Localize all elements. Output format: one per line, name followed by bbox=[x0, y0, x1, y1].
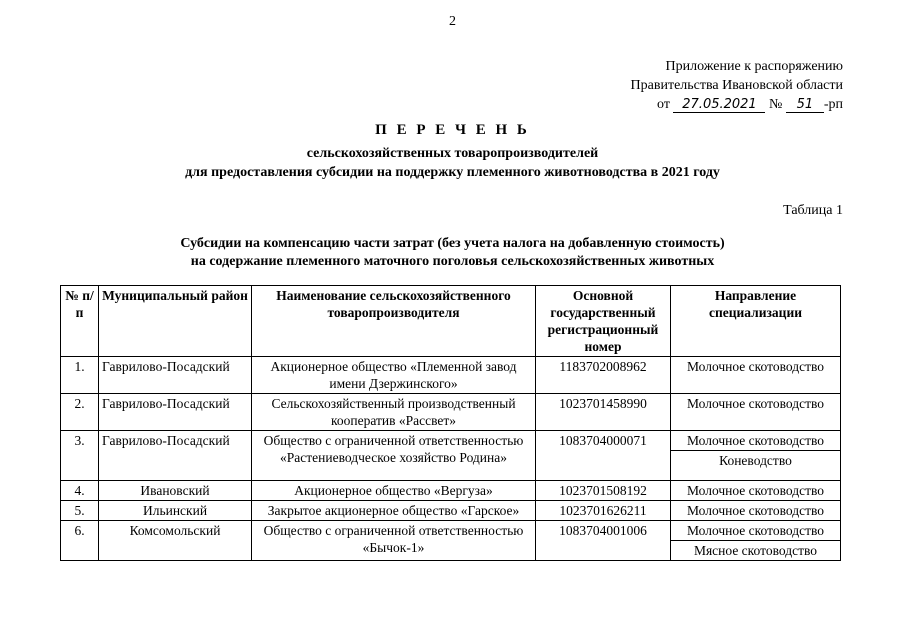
cell-name: Общество с ограниченной ответственностью «Растениеводческое хозяйство Родина» bbox=[252, 431, 536, 481]
table-header-row bbox=[61, 286, 841, 357]
cell-district: Ильинский bbox=[99, 501, 252, 521]
cell-ogrn: 1083704000071 bbox=[536, 431, 671, 481]
cell-ogrn: 1183702008962 bbox=[536, 357, 671, 394]
table-row bbox=[61, 431, 841, 451]
document-subtitle-2: для предоставления субсидии на поддержку племенного животноводства в 2021 году bbox=[185, 165, 720, 180]
order-number-handwritten: 51 bbox=[786, 97, 824, 113]
cell-district: Комсомольский bbox=[99, 521, 252, 561]
number-suffix: -рп bbox=[823, 97, 843, 112]
col-header-num: № п/п bbox=[61, 286, 99, 357]
cell-direction: Коневодство bbox=[671, 451, 841, 481]
cell-district: Гаврилово-Посадский bbox=[99, 431, 252, 481]
cell-ogrn: 1083704001006 bbox=[536, 521, 671, 561]
producers-table bbox=[60, 285, 841, 561]
table-heading-1: Субсидии на компенсацию части затрат (без учета налога на добавленную стоимость) bbox=[180, 236, 725, 251]
cell-num: 3. bbox=[61, 431, 99, 481]
cell-num: 2. bbox=[61, 394, 99, 431]
table-row bbox=[61, 501, 841, 521]
col-header-name: Наименование сельскохозяйственного товаропроизводителя bbox=[252, 286, 536, 357]
col-header-ogrn: Основной государственный регистрационный номер bbox=[536, 286, 671, 357]
table-row bbox=[61, 481, 841, 501]
cell-name: Акционерное общество «Племенной завод имени Дзержинского» bbox=[252, 357, 536, 394]
cell-num: 5. bbox=[61, 501, 99, 521]
cell-district: Гаврилово-Посадский bbox=[99, 394, 252, 431]
col-header-district: Муниципальный район bbox=[99, 286, 252, 357]
table-label: Таблица 1 bbox=[783, 203, 843, 218]
cell-direction: Молочное скотоводство bbox=[671, 431, 841, 451]
table-row bbox=[61, 394, 841, 431]
table-heading-2: на содержание племенного маточного поголовья сельскохозяйственных животных bbox=[190, 254, 715, 269]
document-subtitle-1: сельскохозяйственных товаропроизводителей bbox=[306, 146, 599, 161]
order-date-handwritten: 27.05.2021 bbox=[673, 97, 765, 113]
cell-direction: Мясное скотоводство bbox=[671, 541, 841, 561]
cell-direction: Молочное скотоводство bbox=[671, 357, 841, 394]
document-title: П Е Р Е Ч Е Н Ь bbox=[375, 122, 530, 138]
cell-num: 1. bbox=[61, 357, 99, 394]
appendix-line1: Приложение к распоряжению bbox=[665, 59, 843, 74]
cell-direction: Молочное скотоводство bbox=[671, 394, 841, 431]
cell-name: Общество с ограниченной ответственностью «Бычок-1» bbox=[252, 521, 536, 561]
cell-ogrn: 1023701508192 bbox=[536, 481, 671, 501]
table-row bbox=[61, 521, 841, 541]
cell-direction: Молочное скотоводство bbox=[671, 501, 841, 521]
appendix-date-number-line bbox=[657, 95, 843, 114]
cell-num: 6. bbox=[61, 521, 99, 561]
cell-ogrn: 1023701458990 bbox=[536, 394, 671, 431]
number-sign: № bbox=[768, 97, 783, 112]
appendix-line2: Правительства Ивановской области bbox=[630, 78, 843, 93]
cell-district: Гаврилово-Посадский bbox=[99, 357, 252, 394]
cell-district: Ивановский bbox=[99, 481, 252, 501]
cell-name: Сельскохозяйственный производственный кооператив «Рассвет» bbox=[252, 394, 536, 431]
cell-ogrn: 1023701626211 bbox=[536, 501, 671, 521]
appendix-prefix: от bbox=[657, 97, 670, 112]
table-row bbox=[61, 357, 841, 394]
cell-num: 4. bbox=[61, 481, 99, 501]
cell-direction: Молочное скотоводство bbox=[671, 481, 841, 501]
col-header-direction: Направление специализации bbox=[671, 286, 841, 357]
cell-direction: Молочное скотоводство bbox=[671, 521, 841, 541]
cell-name: Закрытое акционерное общество «Гарское» bbox=[252, 501, 536, 521]
cell-name: Акционерное общество «Вергуза» bbox=[252, 481, 536, 501]
page-number: 2 bbox=[449, 14, 456, 29]
